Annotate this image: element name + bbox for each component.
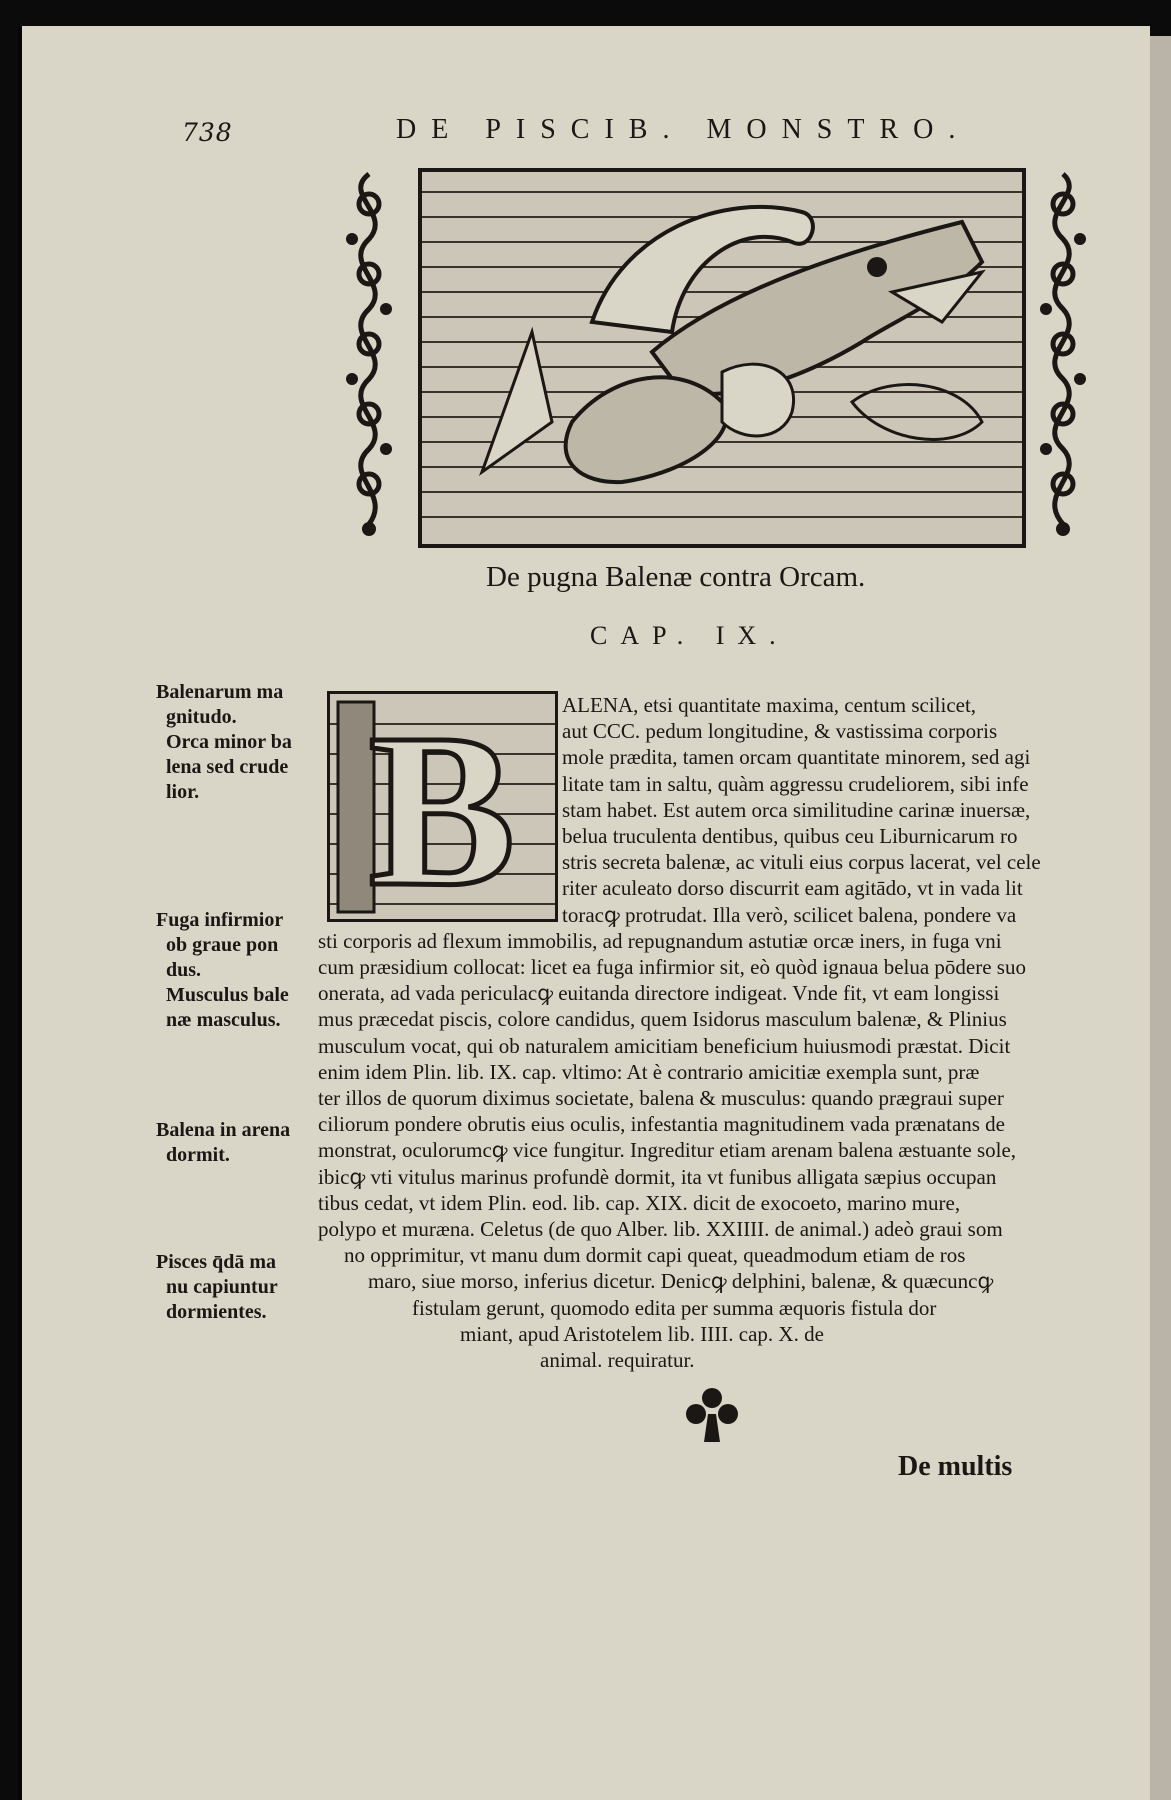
- running-head: DE PISCIB. MONSTRO.: [396, 114, 971, 145]
- body-line: ibicꝙ vti vitulus marinus profundè dormit, ita vt funibus alligata sæpius occupan: [318, 1164, 997, 1189]
- margin-note-line: Orca minor ba: [166, 731, 292, 753]
- margin-note-line: Balena in arena: [156, 1119, 291, 1141]
- margin-note-line: næ masculus.: [166, 1009, 281, 1031]
- figure-caption: De pugna Balenæ contra Orcam.: [486, 561, 866, 593]
- ornament-left-icon: [332, 164, 406, 540]
- body-line: ciliorum pondere obrutis eius oculis, infestantia magnitudinem vada prænatans de: [318, 1112, 1006, 1137]
- fleuron-icon: [682, 1384, 742, 1444]
- body-line: no opprimitur, vt manu dum dormit capi queat, queadmodum etiam de ros: [344, 1243, 966, 1268]
- body-line: musculum vocat, qui ob naturalem amicitiam beneficium huiusmodi præstat. Dicit: [318, 1033, 1011, 1058]
- initial-ornament-icon: [330, 694, 555, 919]
- body-line: stam habet. Est autem orca similitudine carinæ inuersæ,: [562, 797, 1031, 822]
- margin-note-line: dormientes.: [166, 1301, 267, 1323]
- body-line: onerata, ad vada periculacꝙ euitanda directore indigeat. Vnde fit, vt eam longissi: [318, 981, 1000, 1006]
- body-line: polypo et murænа. Celetus (de quo Alber. lib. XXIIII. de animal.) adeò graui som: [318, 1217, 1003, 1241]
- margin-note-line: Fuga infirmior: [156, 909, 284, 931]
- body-line: ter illos de quorum diximus societate, balena & musculus: quando prægraui super: [318, 1086, 1004, 1110]
- body-line: sti corporis ad flexum immobilis, ad repugnandum astutiæ orcæ iners, in fuga vni: [318, 928, 1002, 953]
- chapter-heading: CAP. IX.: [590, 621, 789, 650]
- folio-number: 738: [182, 118, 233, 147]
- body-line: animal. requiratur.: [540, 1348, 695, 1372]
- decorated-initial: [327, 691, 558, 922]
- body-line: ALENA, etsi quantitate maxima, centum scilicet,: [562, 693, 977, 717]
- body-line: mus præcedat piscis, colore candidus, quem Isidorus masculum balenæ, & Plinius: [318, 1007, 1007, 1032]
- body-line: tibus cedat, vt idem Plin. eod. lib. cap. XIX. dicit de exocoeto, marino mure,: [318, 1190, 961, 1215]
- body-line: fistulam gerunt, quomodo edita per summa æquoris fistula dor: [412, 1295, 937, 1320]
- woodcut-illustration: [418, 168, 1026, 548]
- body-line: belua truculenta dentibus, quibus ceu Liburnicarum ro: [562, 824, 1018, 848]
- margin-note-line: dormit.: [166, 1144, 230, 1166]
- margin-note-line: nu capiuntur: [166, 1276, 278, 1298]
- ornament-right-icon: [1026, 164, 1100, 540]
- body-line: monstrat, oculorumcꝙ vice fungitur. Ingreditur etiam arenam balena æstuante sole,: [318, 1138, 1017, 1163]
- margin-note-line: lior.: [166, 781, 200, 803]
- body-line: enim idem Plin. lib. IX. cap. vltimo: At è contrario amicitiæ exempla sunt, præ: [318, 1059, 980, 1084]
- body-line: litate tam in saltu, quàm aggressu crudeliorem, sibi infe: [562, 771, 1029, 796]
- body-line: mole prædita, tamen orcam quantitate minorem, sed agi: [562, 745, 1031, 770]
- margin-note-line: Balenarum ma: [156, 681, 284, 703]
- body-line: cum præsidium collocat: licet ea fuga infirmior sit, eò quòd ignaua belua pōdere suo: [318, 955, 1026, 979]
- initial-letter: B: [368, 694, 516, 919]
- body-line: miant, apud Aristotelem lib. IIII. cap. X. de: [460, 1321, 824, 1346]
- body-line: stris secreta balenæ, ac vituli eius corpus lacerat, vel cele: [562, 850, 1041, 875]
- body-line: aut CCC. pedum longitudine, & vastissima corporis: [562, 719, 998, 744]
- catchword: De multis: [898, 1451, 1013, 1482]
- body-line: riter aculeato dorso discurrit eam agitādo, vt in vada lit: [562, 876, 1023, 901]
- margin-note-line: dus.: [166, 959, 202, 981]
- body-line: maro, siue morso, inferius dicetur. Denicꝙ delphini, balenæ, & quæcuncꝙ: [368, 1269, 994, 1294]
- margin-note-line: ob graue pon: [166, 934, 279, 956]
- margin-note-line: Musculus bale: [166, 984, 289, 1006]
- margin-note-line: gnitudo.: [166, 706, 237, 728]
- margin-note-line: lena sed crude: [166, 756, 289, 778]
- whale-orca-woodcut-icon: [422, 172, 1022, 544]
- margin-note-line: Pisces q̄dā ma: [156, 1251, 276, 1273]
- body-line: toracꝙ protrudat. Illa verò, scilicet balena, pondere va: [562, 902, 1017, 927]
